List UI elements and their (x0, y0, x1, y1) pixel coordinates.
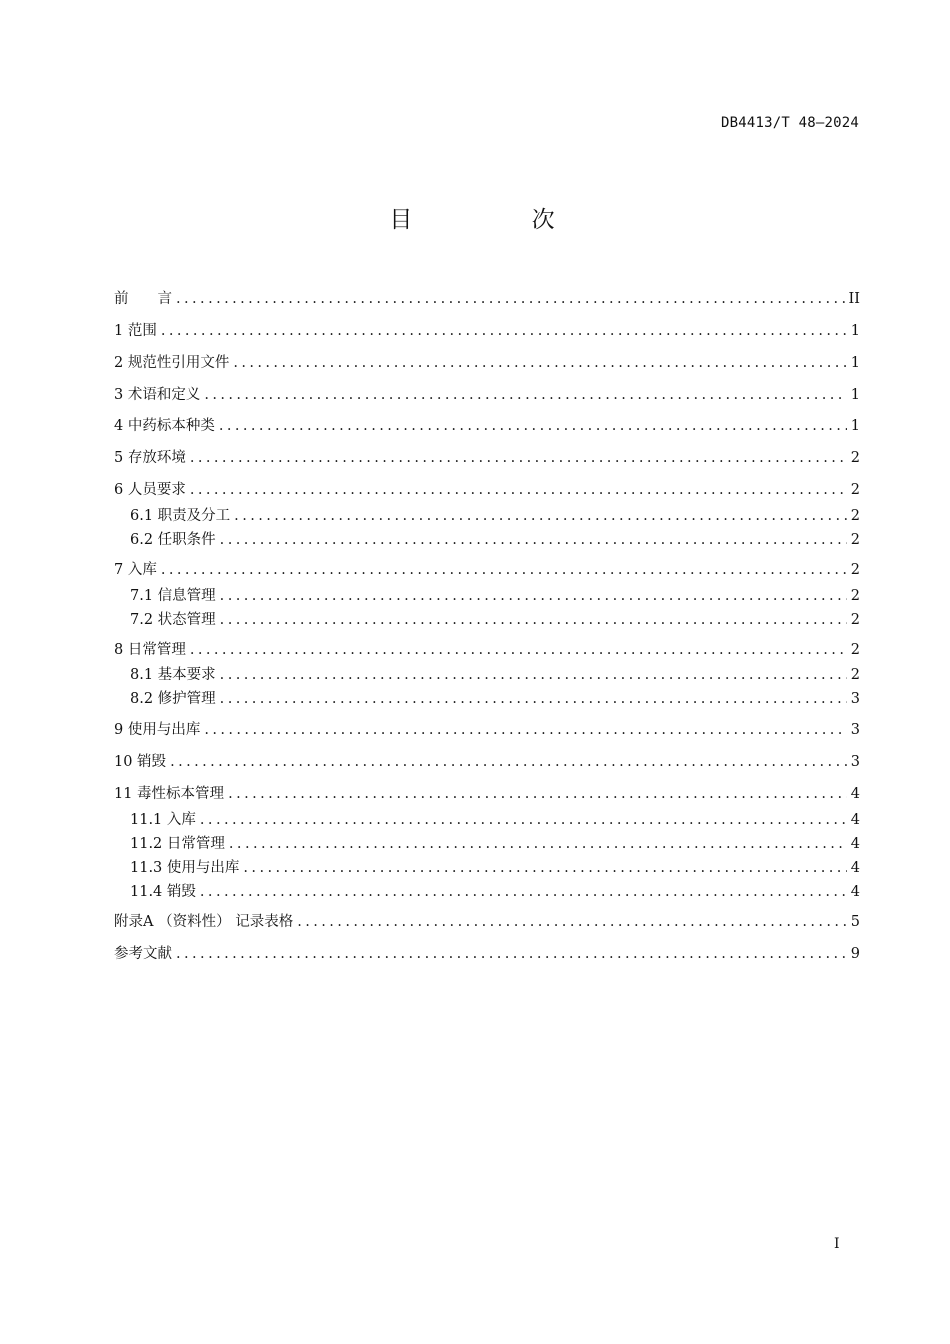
toc-leader-dots (200, 882, 847, 902)
toc-entry[interactable] (114, 385, 860, 405)
toc-entry[interactable] (114, 752, 860, 772)
toc-entry-label: 参考文献 (114, 946, 172, 962)
toc-entry-label: 8.1 基本要求 (130, 667, 216, 683)
toc-leader-dots (229, 834, 847, 854)
toc-entry-label: 6.1 职责及分工 (130, 508, 231, 524)
toc-entry-page: 1 (850, 418, 860, 434)
toc-entry-page: 4 (850, 860, 860, 876)
toc-entry-label: 11.3 使用与出库 (130, 860, 240, 876)
toc-entry[interactable] (114, 448, 860, 468)
toc-entry[interactable] (114, 689, 860, 709)
toc-entry[interactable] (114, 810, 860, 830)
toc-entry[interactable] (114, 834, 860, 854)
toc-leader-dots (200, 810, 847, 830)
toc-leader-dots (190, 640, 847, 660)
toc-entry-label: 9 使用与出库 (114, 722, 201, 738)
toc-entry-page: 1 (850, 323, 860, 339)
toc-entry-page: 2 (850, 508, 860, 524)
toc-entry-page: 4 (850, 836, 860, 852)
toc-entry-page: 2 (850, 612, 860, 628)
toc-leader-dots (297, 912, 847, 932)
toc-entry[interactable] (114, 912, 860, 932)
toc-entry[interactable] (114, 416, 860, 436)
toc-entry-label: 11.2 日常管理 (130, 836, 225, 852)
toc-entry-page: 1 (850, 355, 860, 371)
toc-entry-label: 7.2 状态管理 (130, 612, 216, 628)
document-code: DB4413/T 48—2024 (720, 115, 859, 131)
toc-entry[interactable] (114, 784, 860, 804)
toc-leader-dots (228, 784, 847, 804)
toc-entry-page: 5 (850, 914, 860, 930)
toc-entry-page: 2 (850, 642, 860, 658)
toc-entry-page: 2 (850, 482, 860, 498)
toc-entry[interactable] (114, 858, 860, 878)
toc-entry-label: 3 术语和定义 (114, 387, 201, 403)
toc-entry-label: 7 入库 (114, 562, 157, 578)
toc-leader-dots (219, 416, 847, 436)
toc-entry-page: 1 (850, 387, 860, 403)
toc-entry-label: 11.1 入库 (130, 812, 196, 828)
toc-entry-label: 1 范围 (114, 323, 157, 339)
toc-entry-label: 7.1 信息管理 (130, 588, 216, 604)
toc-entry-page: 2 (850, 562, 860, 578)
toc-entry-label: 10 销毁 (114, 754, 167, 770)
toc-entry-page: 9 (850, 946, 860, 962)
toc-leader-dots (220, 586, 847, 606)
toc-leader-dots (233, 353, 846, 373)
toc-entry[interactable] (114, 640, 860, 660)
toc-entry[interactable] (114, 289, 860, 309)
toc-leader-dots (204, 720, 846, 740)
toc-entry-label: 2 规范性引用文件 (114, 355, 230, 371)
toc-leader-dots (220, 610, 847, 630)
toc-entry-label: 11 毒性标本管理 (114, 786, 225, 802)
toc-entry[interactable] (114, 586, 860, 606)
toc-entry-page: 2 (850, 450, 860, 466)
toc-entry[interactable] (114, 560, 860, 580)
toc-entry-label: 6 人员要求 (114, 482, 186, 498)
toc-leader-dots (204, 385, 846, 405)
toc-leader-dots (161, 560, 847, 580)
toc-entry-page: 3 (850, 691, 860, 707)
toc-entry-label: 8 日常管理 (114, 642, 186, 658)
toc-entry[interactable] (114, 530, 860, 550)
toc-leader-dots (161, 321, 847, 341)
toc-entry-page: 3 (850, 722, 860, 738)
toc-entry-label: 6.2 任职条件 (130, 532, 216, 548)
toc-entry-page: 2 (850, 532, 860, 548)
toc-entry[interactable] (114, 321, 860, 341)
toc-leader-dots (220, 665, 847, 685)
page-number: I (834, 1236, 840, 1252)
toc-entry-page: 4 (850, 884, 860, 900)
toc-entry[interactable] (114, 720, 860, 740)
toc-leader-dots (176, 944, 847, 964)
toc-entry[interactable] (114, 882, 860, 902)
toc-leader-dots (220, 530, 847, 550)
toc-entry[interactable] (114, 480, 860, 500)
toc-leader-dots (234, 506, 847, 526)
toc-entry-page: 2 (850, 667, 860, 683)
toc-entry-page: 3 (850, 754, 860, 770)
toc-entry-label: 8.2 修护管理 (130, 691, 216, 707)
toc-entry-label: 前 言 (114, 291, 172, 307)
toc-entry-label: 11.4 销毁 (130, 884, 196, 900)
toc-entry[interactable] (114, 665, 860, 685)
toc-entry-label: 附录A （资料性） 记录表格 (114, 914, 294, 930)
toc-entry-page: 2 (850, 588, 860, 604)
toc-leader-dots (220, 689, 847, 709)
toc-entry[interactable] (114, 944, 860, 964)
page-title: 目 次 (389, 207, 611, 233)
toc-leader-dots (190, 480, 847, 500)
toc-entry[interactable] (114, 610, 860, 630)
toc-entry-label: 5 存放环境 (114, 450, 186, 466)
toc-entry-page: II (848, 291, 860, 307)
toc-leader-dots (243, 858, 846, 878)
toc-leader-dots (170, 752, 847, 772)
toc-entry-label: 4 中药标本种类 (114, 418, 215, 434)
toc-entry-page: 4 (850, 786, 860, 802)
toc-leader-dots (176, 289, 845, 309)
toc-entry[interactable] (114, 506, 860, 526)
toc-entry[interactable] (114, 353, 860, 373)
toc-leader-dots (190, 448, 847, 468)
toc-entry-page: 4 (850, 812, 860, 828)
